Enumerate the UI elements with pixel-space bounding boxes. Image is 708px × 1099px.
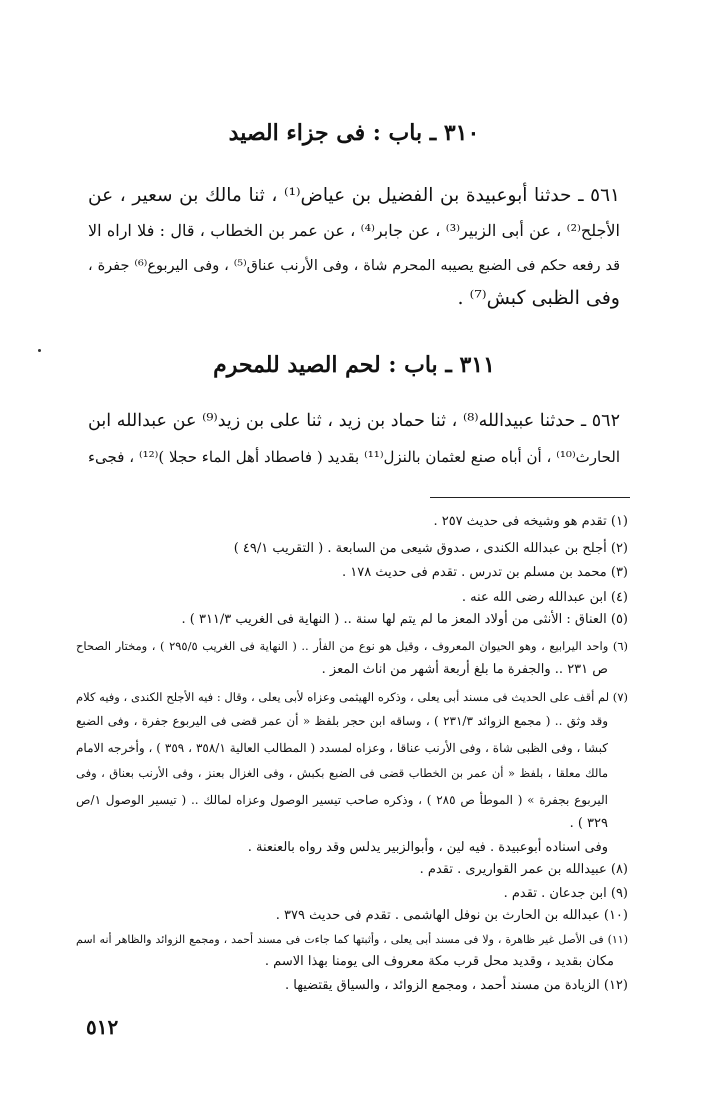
- footnote-7-line-7: وفى اسناده أبوعبيدة . فيه لين ، وأبوالزبير يدلس وقد رواه بالعنعنة .: [247, 840, 608, 855]
- footnote-10: (١٠) عبدالله بن الحارث بن نوفل الهاشمى . تقدم فى حديث ٣٧٩ .: [275, 908, 628, 923]
- section-heading-311: ٣١١ ـ باب : لحم الصيد للمحرم: [213, 352, 495, 378]
- footnote-3: (٣) محمد بن مسلم بن تدرس . تقدم فى حديث ١٧٨ .: [342, 565, 628, 580]
- section-heading-310: ٣١٠ ـ باب : فى جزاء الصيد: [228, 120, 480, 146]
- footnote-4: (٤) ابن عبدالله رضى الله عنه .: [461, 590, 628, 605]
- footnote-1: (١) تقدم هو وشيخه فى حديث ٢٥٧ .: [433, 514, 628, 529]
- footnote-7-line-4: مالك معلقا ، بلفظ « أن عمر بن الخطاب قضى فى الضبع بكبش ، وفى الغزال بعنز ، وفى الأرنب بعناق ، وفى: [76, 766, 608, 780]
- footnote-11: (١١) فى الأصل غير ظاهرة ، ولا فى مسند أبى يعلى ، وأثبتها كما جاءت فى مسند أحمد ، ومجمع الزوائد والظاهر أنه اسم: [76, 933, 628, 946]
- footnote-divider: [430, 497, 630, 498]
- footnote-8: (٨) عبيدالله بن عمر القواريرى . تقدم .: [419, 862, 628, 877]
- footnote-2: (٢) أجلح بن عبدالله الكندى ، صدوق شيعى من السابعة . ( التقريب ٤٩/١ ): [233, 541, 628, 556]
- footnote-6-continued: ص ٢٣١ .. والجفرة ما بلغ أربعة أشهر من اناث المعز .: [321, 662, 608, 677]
- footnote-11-continued: مكان بقديد ، وقديد محل قرب مكة معروف الى يومنا بهذا الاسم .: [264, 954, 614, 969]
- footnote-7-line-2: وقد وثق .. ( مجمع الزوائد ٢٣١/٣ ) ، وساقه ابن حجر بلفظ « أن عمر قضى فى اليربوع جفرة ، وفى الضبع: [76, 714, 609, 728]
- hadith-561-line-3: قد رفعه حكم فى الضبع يصيبه المحرم شاة ، وفى الأرنب عناق⁽⁵⁾ ، وفى اليربوع⁽⁶⁾ جفرة ،: [88, 258, 620, 274]
- footnote-7: (٧) لم أقف على الحديث فى مسند أبى يعلى ، وذكره الهيثمى وعزاه لأبى يعلى ، وقال : فيه الأجلح الكندى ، وفيه كلام: [76, 690, 628, 704]
- hadith-562-line-1: ٥٦٢ ـ حدثنا عبيدالله⁽⁸⁾ ، ثنا حماد بن زيد ، ثنا على بن زيد⁽⁹⁾ عن عبدالله ابن: [88, 411, 620, 431]
- footnote-7-line-6: ٣٢٩ ) .: [569, 816, 608, 831]
- hadith-561-line-4: وفى الظبى كبش⁽⁷⁾ .: [457, 287, 620, 309]
- footnote-7-line-3: كبشا ، وفى الظبى شاة ، وفى الأرنب عناقا ، وعزاه لمسدد ( المطالب العالية ٣٥٨/١ ، ٣٥٩ ) ، وأخرجه الامام: [76, 741, 608, 755]
- footnote-5: (٥) العناق : الأنثى من أولاد المعز ما لم يتم لها سنة .. ( النهاية فى الغريب ٣١١/٣ ) .: [181, 612, 628, 627]
- page-number: ٥١٢: [86, 1015, 119, 1039]
- footnote-6: (٦) واحد اليرابيع ، وهو الحيوان المعروف ، وقيل هو نوع من الفأر .. ( النهاية فى الغريب ٢٩٥/٥ ) ، ومختار الصحاح: [76, 639, 628, 653]
- footnote-9: (٩) ابن جدعان . تقدم .: [503, 886, 628, 901]
- hadith-561-line-1: ٥٦١ ـ حدثنا أبوعبيدة بن الفضيل بن عياض⁽¹⁾ ، ثنا مالك بن سعير ، عن: [88, 185, 620, 206]
- hadith-561-line-2: الأجلح⁽²⁾ ، عن أبى الزبير⁽³⁾ ، عن جابر⁽⁴⁾ ، عن عمر بن الخطاب ، قال : فلا اراه الا: [88, 221, 620, 240]
- hadith-562-line-2: الحارث⁽¹⁰⁾ ، أن أباه صنع لعثمان بالنزل⁽¹¹⁾ بقديد ( فاصطاد أهل الماء حجلا )⁽¹²⁾ ، فجىء: [88, 448, 620, 466]
- footnote-12: (١٢) الزيادة من مسند أحمد ، ومجمع الزوائد ، والسياق يقتضيها .: [284, 978, 628, 993]
- footnote-7-line-5: اليربوع بجفرة » ( الموطأ ص ٢٨٥ ) ، وذكره صاحب تيسير الوصول وعزاه لمالك .. ( تيسير الوصول ١/ص: [76, 793, 608, 807]
